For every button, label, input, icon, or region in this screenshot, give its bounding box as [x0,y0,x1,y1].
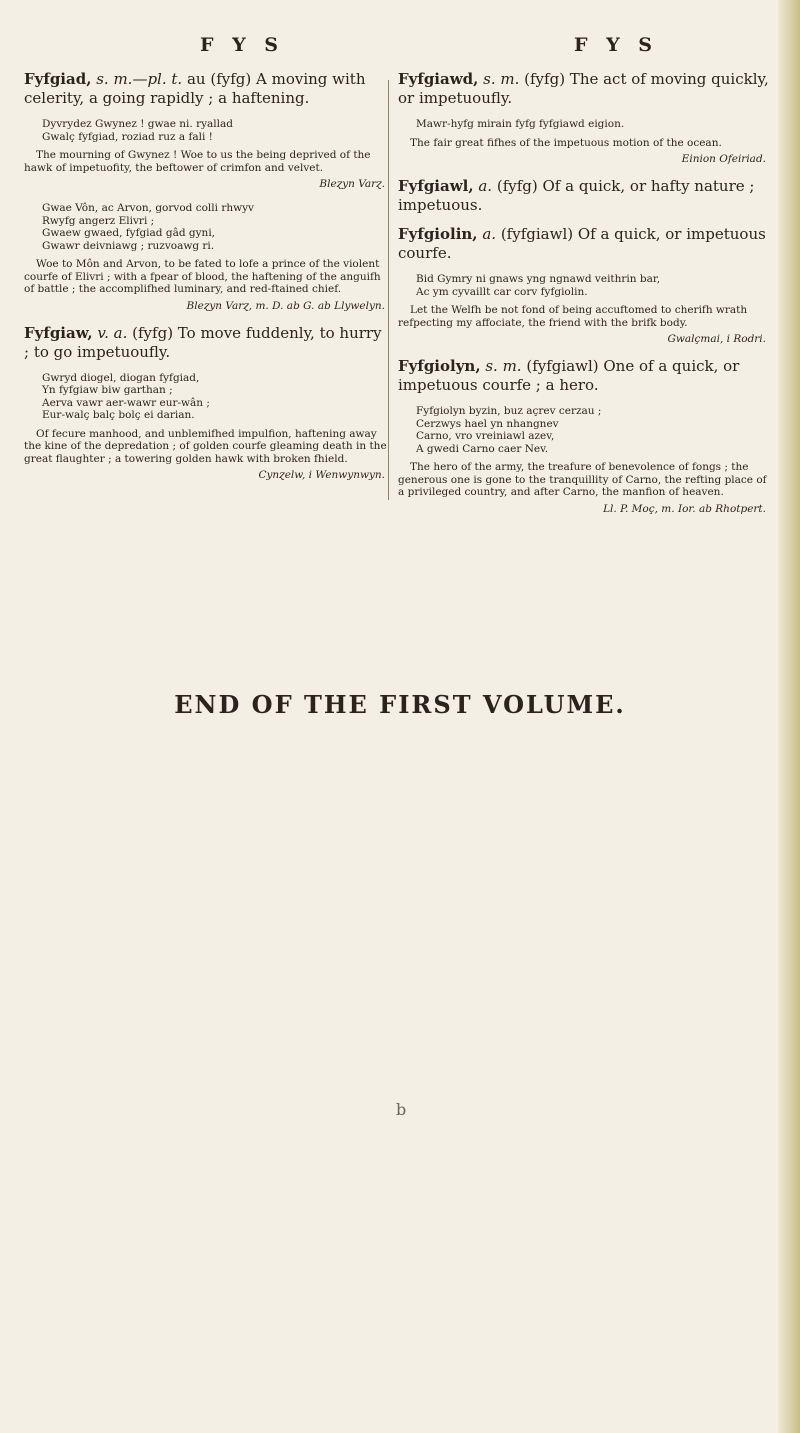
definition: (fyfg) Of a quick, or hafty nature ; impetuous. [398,177,755,214]
definition: au (fyfg) A moving with celerity, a going rapidly ; a haftening. [24,70,366,107]
part-of-speech: s. m.—pl. t. [96,70,183,88]
headword: Fyfgiawl, [398,177,474,195]
entry-fyfgiolyn [398,357,770,515]
verse-quote [42,118,389,143]
citation: Bleɀyn Varɀ. [319,178,385,190]
verse-quote [42,202,389,252]
entry-heading [398,357,770,395]
verse-line: Cerzwys hael yn nhangnev [416,417,559,430]
definition: (fyfg) To move fuddenly, to hurry ; to go impetuoufly. [24,323,382,361]
part-of-speech: a. [478,177,493,195]
right-column [398,70,770,527]
verse-line: Ac ym cyvaillt car corv fyfgiolin. [416,285,588,298]
citation: Gwalçmai, i Rodri. [667,333,766,345]
entry-heading [398,70,770,108]
verse-line: Gwaew gwaed, fyfgiad gâd gyni, [42,227,216,239]
entry-heading [398,225,770,263]
running-head-left: F Y S [200,34,285,56]
citation: Bleɀyn Varɀ, m. D. ab G. ab Llywelyn. [186,299,385,312]
end-of-volume-text: END OF THE FIRST VOLUME. [174,690,626,719]
verse-line: Gwryd diogel, diogan fyfgiad, [42,371,200,384]
verse-quote [416,118,770,131]
verse-line: Mawr-hyfg mirain fyfg fyfgiawd eigion. [416,118,625,130]
translation: Let the Welfh be not fond of being accuftomed to cherifh wrath refpecting my affociate, the friend with the brifk body. [398,304,748,329]
part-of-speech: s. m. [485,357,522,375]
translation: The hero of the army, the treafure of benevolence of fongs ; the generous one is gone to the tranquillity of Carno, the refting place of a privileged country, and after Carno, the manfion of heaven. [398,461,767,498]
verse-line: Bid Gymry ni gnaws yng ngnawd veithrin bar, [416,273,661,285]
headword: Fyfgiawd, [398,70,479,88]
entry-fyfgiawd [398,70,770,165]
verse-quote [416,273,770,298]
verse-line: Gwawr deivniawg ; ruzvoawg ri. [42,239,215,252]
definition: (fyfgiawl) Of a quick, or impetuous courfe. [398,225,766,262]
headword: Fyfgiolyn, [398,357,481,375]
running-head-right: F Y S [574,34,659,56]
verse-line: Gwalç fyfgiad, roziad ruz a fali ! [42,130,213,143]
entry-fyfgiaw [24,324,389,482]
verse-quote [42,372,389,422]
verse-line: Carno, vro vreiniawl azev, [416,430,555,442]
translation: The mourning of Gwynez ! Woe to us the being deprived of the hawk of impetuofity, the beftower of crimfon and velvet. [24,149,371,174]
entry-fyfgiolin [398,225,770,345]
part-of-speech: v. a. [97,323,128,342]
verse-line: Gwae Vôn, ac Arvon, gorvod colli rhwyv [42,202,254,214]
verse-line: Dyvrydez Gwynez ! gwae ni. ryallad [42,118,233,130]
verse-line: Fyfgiolyn byzin, buz açrev cerzau ; [416,405,602,417]
verse-line: Yn fyfgiaw biw garthan ; [42,384,173,396]
translation: Woe to Môn and Arvon, to be fated to lofe a prince of the violent courfe of Elivri ; with a fpear of blood, the haftening of the anguifh of battle ; the accomplifhed luminary, and red-ftained chief. [24,258,381,295]
translation: Of fecure manhood, and unblemifhed impulfion, haftening away the kine of the depredation ; of golden courfe gleaming death in the great flaughter ; a towering golden hawk with broken fhield. [24,427,387,465]
citation: Cynɀelw, i Wenwynwyn. [258,469,385,481]
verse-line: Eur-walç balç bolç ei darian. [42,409,195,421]
definition: (fyfg) The act of moving quickly, or impetuoufly. [398,70,769,107]
verse-line: A gwedi Carno caer Nev. [416,442,549,455]
definition: (fyfgiawl) One of a quick, or impetuous courfe ; a hero. [398,357,740,394]
entry-heading [24,324,389,362]
entry-fyfgiad [24,70,389,312]
citation: Ll. P. Moç, m. Ior. ab Rhotpert. [603,502,766,515]
entry-heading [398,177,770,215]
verse-quote [416,405,770,455]
part-of-speech: s. m. [483,70,520,88]
citation: Einion Ofeiriad. [681,153,766,165]
entry-fyfgiawl [398,177,770,215]
part-of-speech: a. [482,225,497,243]
headword: Fyfgiad, [24,70,92,88]
verse-line: Aerva vawr aer-wawr eur-wân ; [42,396,210,409]
headword: Fyfgiolin, [398,225,478,243]
headword: Fyfgiaw, [24,323,93,342]
signature-mark: b [396,1100,407,1119]
verse-line: Rwyfg angerz Elivri ; [42,214,155,227]
left-column [24,70,389,493]
entry-heading [24,70,389,108]
translation: The fair great fifhes of the impetuous motion of the ocean. [410,136,722,149]
